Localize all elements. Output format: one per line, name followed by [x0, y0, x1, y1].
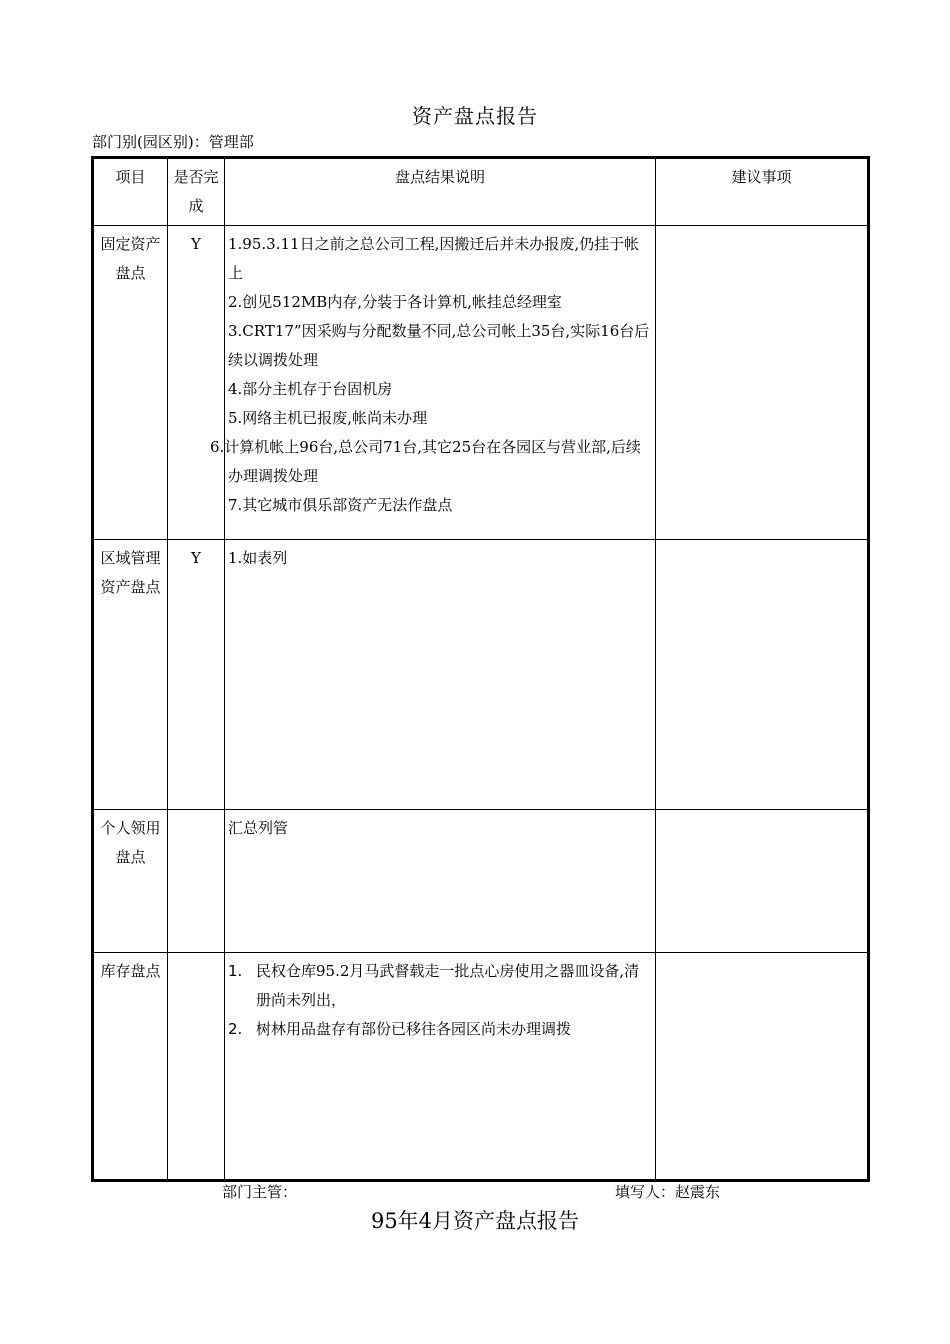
row-results: [225, 953, 656, 1181]
row-completed: [168, 953, 225, 1181]
result-line: 7.其它城市俱乐部资产无法作盘点: [228, 496, 453, 514]
table-row: [93, 810, 869, 953]
result-line: 6.计算机帐上96台,总公司71台,其它25台在各园区与营业部,后续办理调拨处理: [210, 438, 641, 485]
row-suggestion: [656, 540, 869, 810]
numbered-result: [228, 1015, 652, 1044]
header-completed: 是否完成: [168, 158, 225, 226]
table-row: [93, 540, 869, 810]
result-text: 树林用品盘存有部份已移往各园区尚未办理调拨: [256, 1020, 572, 1038]
document-title: 资产盘点报告: [412, 104, 538, 128]
result-line: 5.网络主机已报废,帐尚未办理: [228, 409, 428, 427]
row-item: 个人领用盘点: [93, 810, 168, 953]
row-suggestion: [656, 226, 869, 540]
report-table: [91, 156, 870, 1182]
header-suggestion: 建议事项: [656, 158, 869, 226]
result-number: 2.: [228, 1020, 243, 1038]
row-completed: Y: [168, 226, 225, 540]
result-number: 1.: [228, 962, 243, 980]
result-line: 3.CRT17”因采购与分配数量不同,总公司帐上35台,实际16台后续以调拨处理: [228, 322, 650, 369]
row-completed: [168, 810, 225, 953]
row-item: 库存盘点: [93, 953, 168, 1181]
result-line: 1.95.3.11日之前之总公司工程,因搬迁后并未办报废,仍挂于帐上: [228, 235, 640, 282]
row-results: [210, 226, 656, 540]
row-item: 区域管理资产盘点: [93, 540, 168, 810]
department-label: 部门别(园区别)：管理部: [92, 133, 254, 151]
table-header-row: [93, 158, 869, 226]
row-suggestion: [656, 810, 869, 953]
filler-label: 填写人：赵震东: [615, 1183, 721, 1201]
row-suggestion: [656, 953, 869, 1181]
row-results: [225, 810, 656, 953]
table-row: [93, 953, 869, 1181]
result-text: 民权仓库95.2月马武督载走一批点心房使用之器皿设备,清册尚未列出，: [256, 962, 640, 1009]
header-item: 项目: [93, 158, 168, 226]
header-result: 盘点结果说明: [225, 158, 656, 226]
result-line: 4.部分主机存于台固机房: [228, 380, 393, 398]
row-item: 固定资产盘点: [93, 226, 168, 540]
result-line: 2.创见512MB内存,分装于各计算机,帐挂总经理室: [228, 293, 562, 311]
result-line: 汇总列管: [228, 819, 289, 837]
row-completed: Y: [168, 540, 225, 810]
result-line: 1.如表列: [228, 549, 288, 567]
numbered-result: [228, 957, 652, 1015]
bottom-title: 95年4月资产盘点报告: [370, 1209, 580, 1233]
row-results: [225, 540, 656, 810]
supervisor-label: 部门主管：: [222, 1183, 298, 1201]
table-row: [93, 226, 869, 540]
